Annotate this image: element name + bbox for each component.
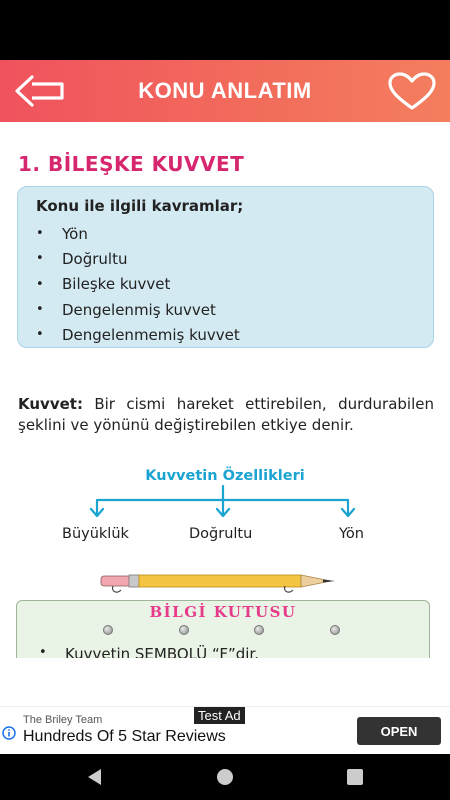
list-item <box>36 297 240 322</box>
list-item <box>36 246 240 271</box>
pin-icon <box>179 625 189 635</box>
app-header <box>0 60 450 122</box>
back-triangle-icon[interactable] <box>85 767 105 787</box>
property-line-of-action: Doğrultu <box>189 526 253 542</box>
bullet: • <box>36 226 44 242</box>
concept-label: Dengelenmemiş kuvvet <box>62 325 240 344</box>
concept-label: Bileşke kuvvet <box>62 275 171 294</box>
property-direction: Yön <box>339 526 364 542</box>
ad-advertiser: The Briley Team <box>23 714 103 726</box>
system-nav-bar <box>0 754 450 800</box>
property-magnitude: Büyüklük <box>62 526 129 542</box>
ad-label: Test Ad <box>194 707 245 724</box>
diagram-title: Kuvvetin Özellikleri <box>145 468 305 484</box>
heart-outline-icon <box>386 72 438 112</box>
concepts-heading: Konu ile ilgili kavramlar; <box>36 197 244 215</box>
pin-icon <box>330 625 340 635</box>
pin-icon <box>103 625 113 635</box>
list-item <box>36 272 240 297</box>
ad-spacer <box>0 658 450 706</box>
status-bar <box>0 0 450 60</box>
concepts-box <box>17 186 434 348</box>
ad-banner[interactable] <box>0 706 450 754</box>
concept-label: Doğrultu <box>62 249 128 268</box>
recents-square-icon[interactable] <box>345 767 365 787</box>
pencil-illustration <box>95 568 345 598</box>
section-title: 1. BİLEŞKE KUVVET <box>18 152 245 176</box>
definition-term: Kuvvet: <box>18 395 83 413</box>
arrow-left-icon <box>12 74 68 108</box>
info-box <box>16 600 430 658</box>
info-box-title: BİLGİ KUTUSU <box>149 603 297 621</box>
lesson-content[interactable] <box>0 122 450 658</box>
back-button[interactable] <box>12 74 68 108</box>
info-item-text: Kuvvetin SEMBOLÜ “F”dir. <box>65 645 259 658</box>
pin-icon <box>254 625 264 635</box>
concept-label: Dengelenmiş kuvvet <box>62 300 216 319</box>
bullet: • <box>36 302 44 318</box>
bullet: • <box>36 327 44 343</box>
page-title: KONU ANLATIM <box>138 78 312 103</box>
info-circle-icon[interactable] <box>2 726 16 740</box>
list-item <box>39 645 259 658</box>
home-circle-icon[interactable] <box>215 767 235 787</box>
ad-open-button[interactable]: OPEN <box>357 717 441 745</box>
favorite-button[interactable] <box>386 72 438 112</box>
ad-headline[interactable]: Hundreds Of 5 Star Reviews <box>23 728 226 745</box>
definition-paragraph <box>18 394 434 436</box>
bullet: • <box>36 276 44 292</box>
bullet: • <box>36 251 44 267</box>
list-item <box>36 322 240 347</box>
properties-tree-arrows <box>0 484 450 528</box>
list-item <box>36 221 240 246</box>
bullet: • <box>39 645 47 658</box>
definition-text: Bir cismi hareket ettirebilen, durdurabilen şeklini ve yönünü değiştirebilen etkiye denir. <box>18 395 434 434</box>
concepts-list <box>36 221 240 347</box>
concept-label: Yön <box>62 224 88 243</box>
